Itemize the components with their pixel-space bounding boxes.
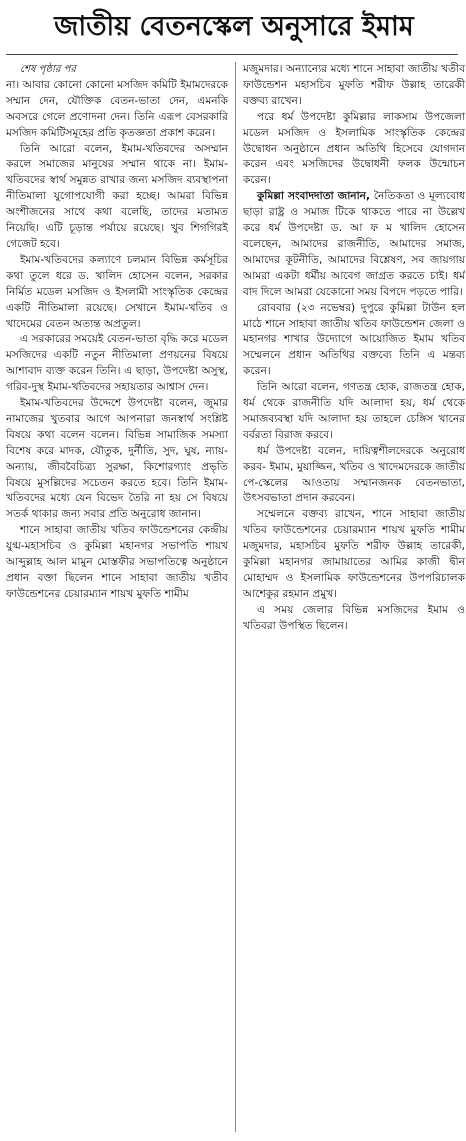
byline-paragraph xyxy=(243,189,465,300)
left-column xyxy=(6,62,228,1138)
headline: জাতীয় বেতনস্কেল অনুসারে ইমাম xyxy=(54,11,414,42)
paragraph: না। আবার কোনো কোনো মসজিদ কমিটি ইমামদেরকে সম্মান দেন, যৌক্তিক বেতন-ভাতা দেন, এমনকি অবসরে গেলে প্রণোদনা দেন। তিনি এরূপ বেসরকারি মসজিদ কমিটিসমূহের প্রতি কৃতজ্ঞতা প্রকাশ করেন। xyxy=(6,78,228,139)
paragraph: ধর্ম উপদেষ্টা বলেন, দায়িত্বশীলদেরকে অনুরোধ করব- ইমাম, মুয়াজ্জিন, খতিব ও খাদেমদেরকে জাতীয় পে-স্কেলের আওতায় সম্মানজনক বেতনভাতা, উৎসবভাতা প্রদান করবেন। xyxy=(243,444,465,505)
byline-continuation: নৈতিকতা ও মূল্যবোধ ছাড়া রাষ্ট্র ও সমাজ টিকে থাকতে পারে না উল্লেখ করে ধর্ম উপদেষ্টা ড. আ ফ ম খালিদ হোসেন বলেছেন, আমাদের রাজনীতি, আমাদের সমাজ, আমাদের কূটনীতি, আমাদের বিশ্লেষণ, সব জায়গায় আমরা একটা ধর্মীয় আবেগ জাগ্রত করতে চাই। ধর্ম বাদ দিলে আমরা যেকোনো সময় বিপদে পড়তে পারি। xyxy=(243,190,465,298)
paragraph: এ সরকারের সময়েই বেতন-ভাতা বৃদ্ধি করে মডেল মসজিদের একটি নতুন নীতিমালা প্রণয়নের বিষয়ে আশাবাদ ব্যক্ত করেন তিনি। এ ছাড়া, উপদেষ্টা অসুস্থ, গরিব-দুস্থ ইমাম-খতিবদের সহায়তার আশ্বাস দেন। xyxy=(6,333,228,394)
paragraph: মজুমদার। অন্যান্যের মধ্যে শানে সাহাবা জাতীয় খতীব ফাউন্ডেশন মহাসচিব মুফতি শরীফ উল্লাহ তারেকী বক্তব্য রাখেন। xyxy=(243,63,465,107)
paragraph: শানে সাহাবা জাতীয় খতিব ফাউন্ডেশনের কেন্দ্রীয় যুগ্ম-মহাসচিব ও কুমিল্লা মহানগর সভাপতি শায়খ আব্দুল্লাহ আল মামুন মোস্তফীর সভাপতিত্বে অনুষ্ঠানে প্রধান বক্তা ছিলেন শানে সাহাবা জাতীয় খতীব ফাউন্ডেশনের চেয়ারম্যান শায়খ মুফতি শামীম xyxy=(6,524,228,600)
continued-from-label: শেষ পৃষ্ঠার পর xyxy=(20,64,76,75)
paragraph: রোববার (২৩ নভেম্বর) দুপুরে কুমিল্লা টাউন হল মাঠে শানে সাহাবা জাতীয় খতিব ফাউন্ডেশন জেলা ও মহানগর শাখার উদ্যোগে আয়োজিত ইমাম খতিব সম্মেলনে প্রধান অতিথির বক্তব্যে তিনি এ মন্তব্য করেন। xyxy=(243,301,465,378)
byline: কুমিল্লা সংবাদদাতা জানান, xyxy=(257,190,371,203)
right-column xyxy=(243,62,465,1138)
paragraph: সম্মেলনে বক্তব্য রাখেন, শানে সাহাবা জাতীয় খতিব ফাউন্ডেশনের চেয়ারম্যান শায়খ মুফতি শামীম মজুমদার, মহাসচিব মুফতি শরীফ উল্লাহ তারেকী, কুমিল্লা মহানগর জামায়াতের আমির কাজী দ্বীন মোহাম্মদ ও ইসলামিক ফাউন্ডেশনের উপপরিচালক আশেকুর রহমান প্রমুখ। xyxy=(243,508,465,600)
headline-rule xyxy=(6,54,458,55)
paragraph: ইমাম-খতিবদের কল্যাণে চলমান বিভিন্ন কর্মসূচির কথা তুলে ধরে ড. খালিদ হোসেন বলেন, সরকার নির্মিত মডেল মসজিদ ও ইসলামী সাংস্কৃতিক কেন্দ্রের একটি নীতিমালা রয়েছে। সেখানে ইমাম-খতিব ও খাদেমের বেতন অত্যন্ত অপ্রতুল। xyxy=(6,253,228,330)
paragraph: তিনি আরো বলেন, ইমাম-খতিবদের অসম্মান করলে সমাজের মানুষের সম্মান থাকে না। ইমাম-খতিবদের স্বার্থ সমুন্নত রাখার জন্য মসজিদ ব্যবস্থাপনা নীতিমালা যুগোপযোগী করা হচ্ছে। আমরা বিভিন্ন অংশীজনের সাথে কথা বলেছি, তাদের মতামত নিয়েছি। এটি চূড়ান্ত পর্যায়ে রয়েছে। খুব শিগগিরই গেজেট হবে। xyxy=(6,142,228,250)
paragraph: ইমাম-খতিবদের উদ্দেশে উপদেষ্টা বলেন, জুমার নামাজের খুতবার আগে আপনারা জনস্বার্থ সংশ্লিষ্ট বিষয়ে কথা বলেন বলেন। বিভিন্ন সামাজিক সমস্যা বিশেষ করে মাদক, যৌতুক, দুর্নীতি, সুদ, ঘুষ, ন্যায়-অন্যায়, জীববৈচিত্র্য সুরক্ষা, কিশোরগ্যাং প্রভৃতি বিষয়ে মুসল্লিদের সচেতন করতে হবে। তিনি ইমাম-খতিবদের মধ্যে যেন বিভেদ তৈরি না হয় সে বিষয়ে সতর্ক থাকার জন্য সবার প্রতি অনুরোধ জানান। xyxy=(6,397,228,521)
paragraph: তিনি আরো বলেন, গণতন্ত্র হোক, রাজতন্ত্র হোক, ধর্ম থেকে রাজনীতি যদি আলাদা হয়, ধর্ম থেকে সমাজব্যবস্থা যদি আলাদা হয় তাহলে চেঙ্গিস খানের বর্বরতা বিরাজ করবে। xyxy=(243,381,465,441)
paragraph: এ সময় জেলার বিভিন্ন মসজিদের ইমাম ও খতিবরা উপস্থিত ছিলেন। xyxy=(243,603,465,632)
column-divider xyxy=(235,62,236,1132)
paragraph: পরে ধর্ম উপদেষ্টা কুমিল্লার লাকসাম উপজেলা মডেল মসজিদ ও ইসলামিক সাংস্কৃতিক কেন্দ্রের উদ্বোধন অনুষ্ঠানে প্রধান অতিথি হিসেবে যোগদান করেন এবং মসজিদের উদ্বোধনী ফলক উন্মোচন করেন। xyxy=(243,110,465,187)
